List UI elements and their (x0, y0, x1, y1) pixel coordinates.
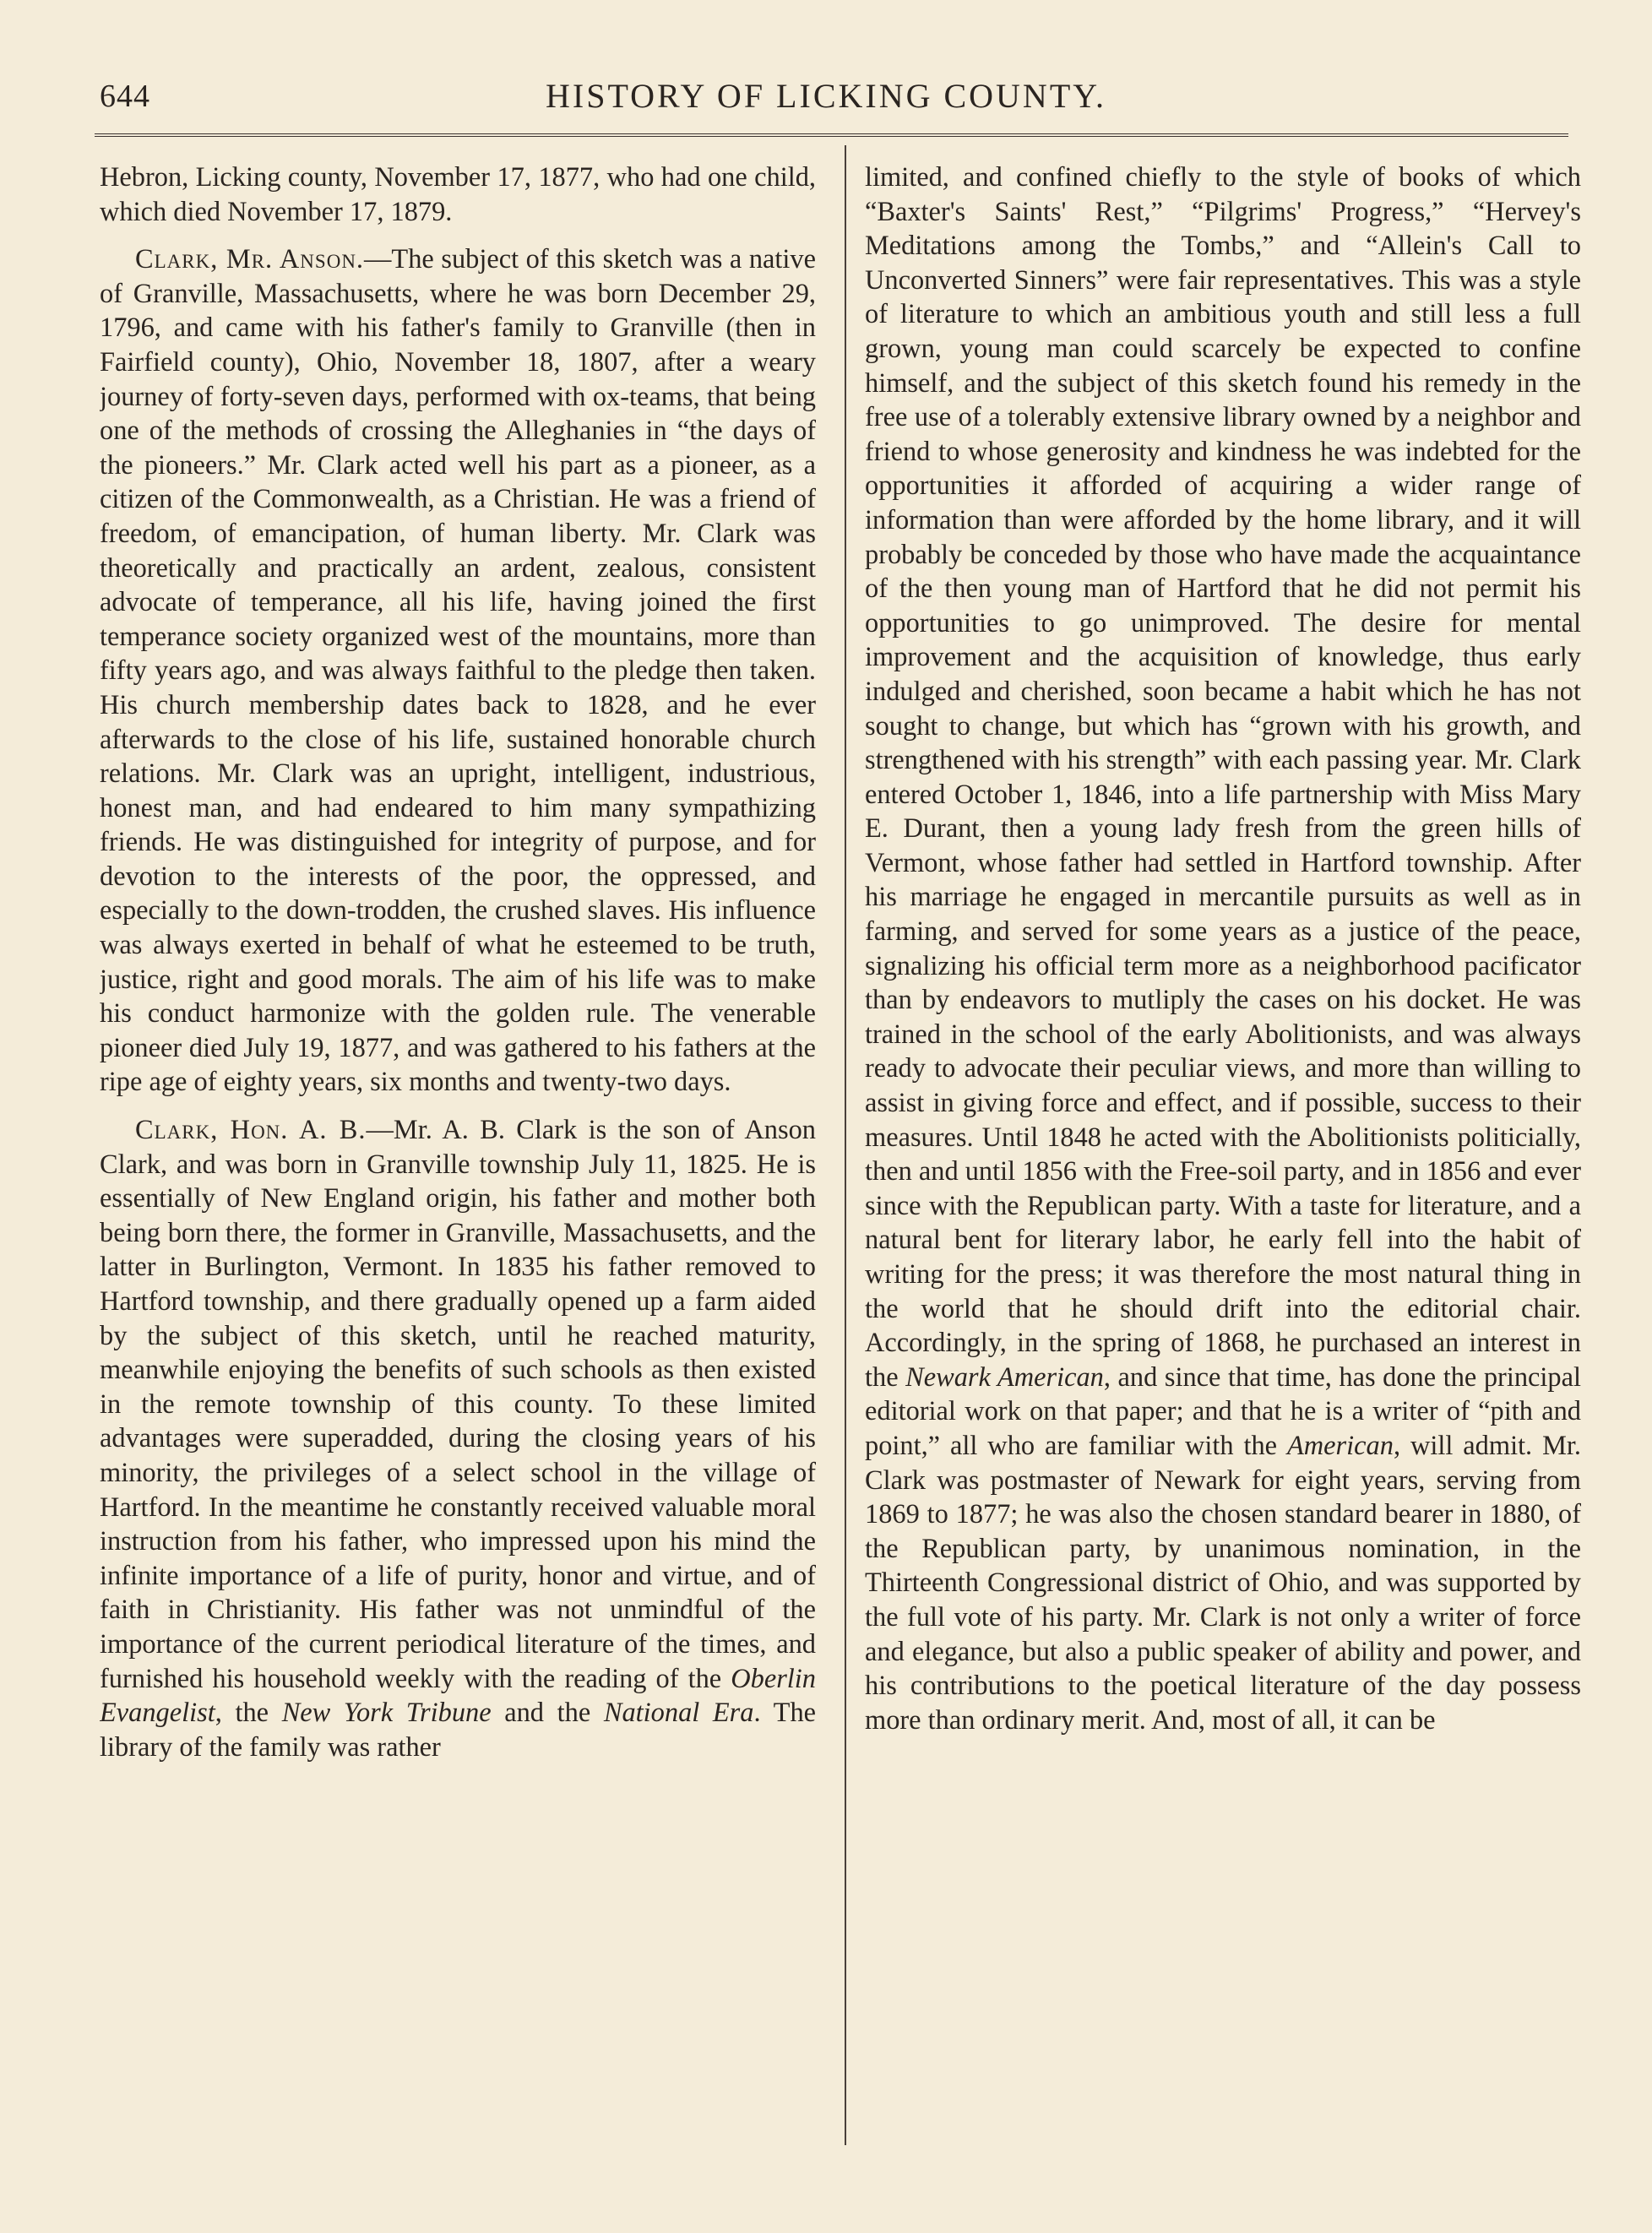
entry-body: and the (491, 1698, 604, 1729)
entry-body: . The library of the family was rather (100, 1698, 816, 1763)
paragraph-continued (865, 160, 1581, 1737)
column-divider (845, 145, 846, 2145)
right-column (865, 160, 1581, 2137)
paragraph-hebron (100, 160, 816, 229)
paragraph-text: , and since that time, has done the principal editorial work on that paper; and that he is a writer of “pith and point,” all who are familiar with the (865, 1361, 1581, 1461)
entry-body: —Mr. A. B. Clark is the son of Anson Clark, and was born in Granville township July 11, 1825. He is essentially of New England origin, his father and mother both being born there, the former in Granville, Massachusetts, and the latter in Burlington, Vermont. In 1835 his father removed to Hartford township, and there gradually opened up a farm aided by the subject of this sketch, until he reached maturity, meanwhile enjoying the benefits of such schools as then existed in the remote township of this county. To these limited advantages were superadded, during the closing years of his minority, the privileges of a select school in the village of Hartford. In the meantime he constantly received valuable moral instruction from his father, who impressed upon his mind the infinite importance of a life of purity, honor and virtue, and of faith in Christianity. His father was not unmindful of the importance of the current periodical literature of the times, and furnished his household weekly with the reading of the (100, 1115, 816, 1694)
left-column (100, 160, 816, 2137)
entry-body: , the (215, 1698, 282, 1729)
entry-anson-clark (100, 242, 816, 1100)
header-rule (95, 133, 1568, 137)
entry-heading: Clark, Mr. Anson. (135, 244, 365, 275)
newspaper-title: Newark American (905, 1361, 1104, 1393)
paragraph-text: Hebron, Licking county, November 17, 1877, who had one child, which died November 17, 1879. (100, 162, 816, 227)
page-number: 644 (100, 79, 150, 114)
paragraph-text: limited, and confined chiefly to the style of books of which “Baxter's Saints' Rest,” “Pilgrims' Progress,” “Hervey's Meditations among the Tombs,” and “Allein's Call to Unconverted Sinners” were fair representatives. This was a style of literature to which an ambitious youth and still less a full grown, young man could scarcely be expected to confine himself, and the subject of this sketch found his remedy in the free use of a tolerably extensive library owned by a neighbor and friend to whose generosity and kindness he was indebted for the opportunities it afforded of acquiring a wider range of information than were afforded by the home library, and it will probably be conceded by those who have made the acquaintance of the then young man of Hartford that he did not permit his opportunities to go unimproved. The desire for mental improvement and the acquisition of knowledge, thus early indulged and cherished, soon became a habit which he has not sought to change, but which has “grown with his growth, and strengthened with his strength” with each passing year. Mr. Clark entered October 1, 1846, into a life partnership with Miss Mary E. Durant, then a young lady fresh from the green hills of Vermont, whose father had settled in Hartford township. After his marriage he engaged in mercantile pursuits as well as in farming, and served for some years as a justice of the peace, signalizing his official term more as a neighborhood pacificator than by endeavors to mutliply the cases on his docket. He was trained in the school of the early Abolitionists, and was always ready to advocate their peculiar views, and more than willing to assist in giving force and effect, and if possible, success to their measures. Until 1848 he acted with the Abolitionists politicially, then and until 1856 with the Free-soil party, and in 1856 and ever since with the Republican party. With a taste for literature, and a natural bent for literary labor, he early fell into the habit of writing for the press; it was therefore the most natural thing in the world that he should drift into the editorial chair. Accordingly, in the spring of 1868, he purchased an interest in the (865, 162, 1581, 1393)
running-title: HISTORY OF LICKING COUNTY. (546, 77, 1106, 115)
newspaper-title: American (1287, 1430, 1394, 1461)
entry-body: —The subject of this sketch was a native of Granville, Massachusetts, where he was born December 29, 1796, and came with his father's family to Granville (then in Fairfield county), Ohio, November 18, 1807, after a weary journey of forty-seven days, performed with ox-teams, that being one of the methods of crossing the Alleghanies in “the days of the pioneers.” Mr. Clark acted well his part as a pioneer, as a citizen of the Commonwealth, as a Christian. He was a friend of freedom, of emancipation, of human liberty. Mr. Clark was theoretically and practically an ardent, zealous, consistent advocate of temperance, all his life, having joined the first temperance society organized west of the mountains, more than fifty years ago, and was always faithful to the pledge then taken. His church membership dates back to 1828, and he ever afterwards to the close of his life, sustained honorable church relations. Mr. Clark was an upright, intelligent, industrious, honest man, and had endeared to him many sympathizing friends. He was distinguished for integrity of purpose, and for devotion to the interests of the poor, the oppressed, and especially to the down-trodden, the crushed slaves. His influence was always exerted in behalf of what he esteemed to be truth, justice, right and good morals. The aim of his life was to make his conduct harmonize with the golden rule. The venerable pioneer died July 19, 1877, and was gathered to his fathers at the ripe age of eighty years, six months and twenty-two days. (100, 244, 816, 1098)
entry-ab-clark (100, 1113, 816, 1764)
periodical-title: New York Tribune (281, 1698, 492, 1729)
entry-heading: Clark, Hon. A. B. (135, 1115, 367, 1146)
periodical-title: Oberlin Evangelist (100, 1663, 816, 1729)
paragraph-text: , will admit. Mr. Clark was postmaster of Newark for eight years, serving from 1869 to 1877; he was also the chosen standard bearer in 1880, of the Republican party, by unanimous nomination, in the Thirteenth Congressional district of Ohio, and was supported by the full vote of his party. Mr. Clark is not only a writer of force and elegance, but also a public speaker of ability and power, and his contributions to the poetical literature of the day possess more than ordinary merit. And, most of all, it can be (865, 1430, 1581, 1736)
periodical-title: National Era (603, 1698, 754, 1729)
